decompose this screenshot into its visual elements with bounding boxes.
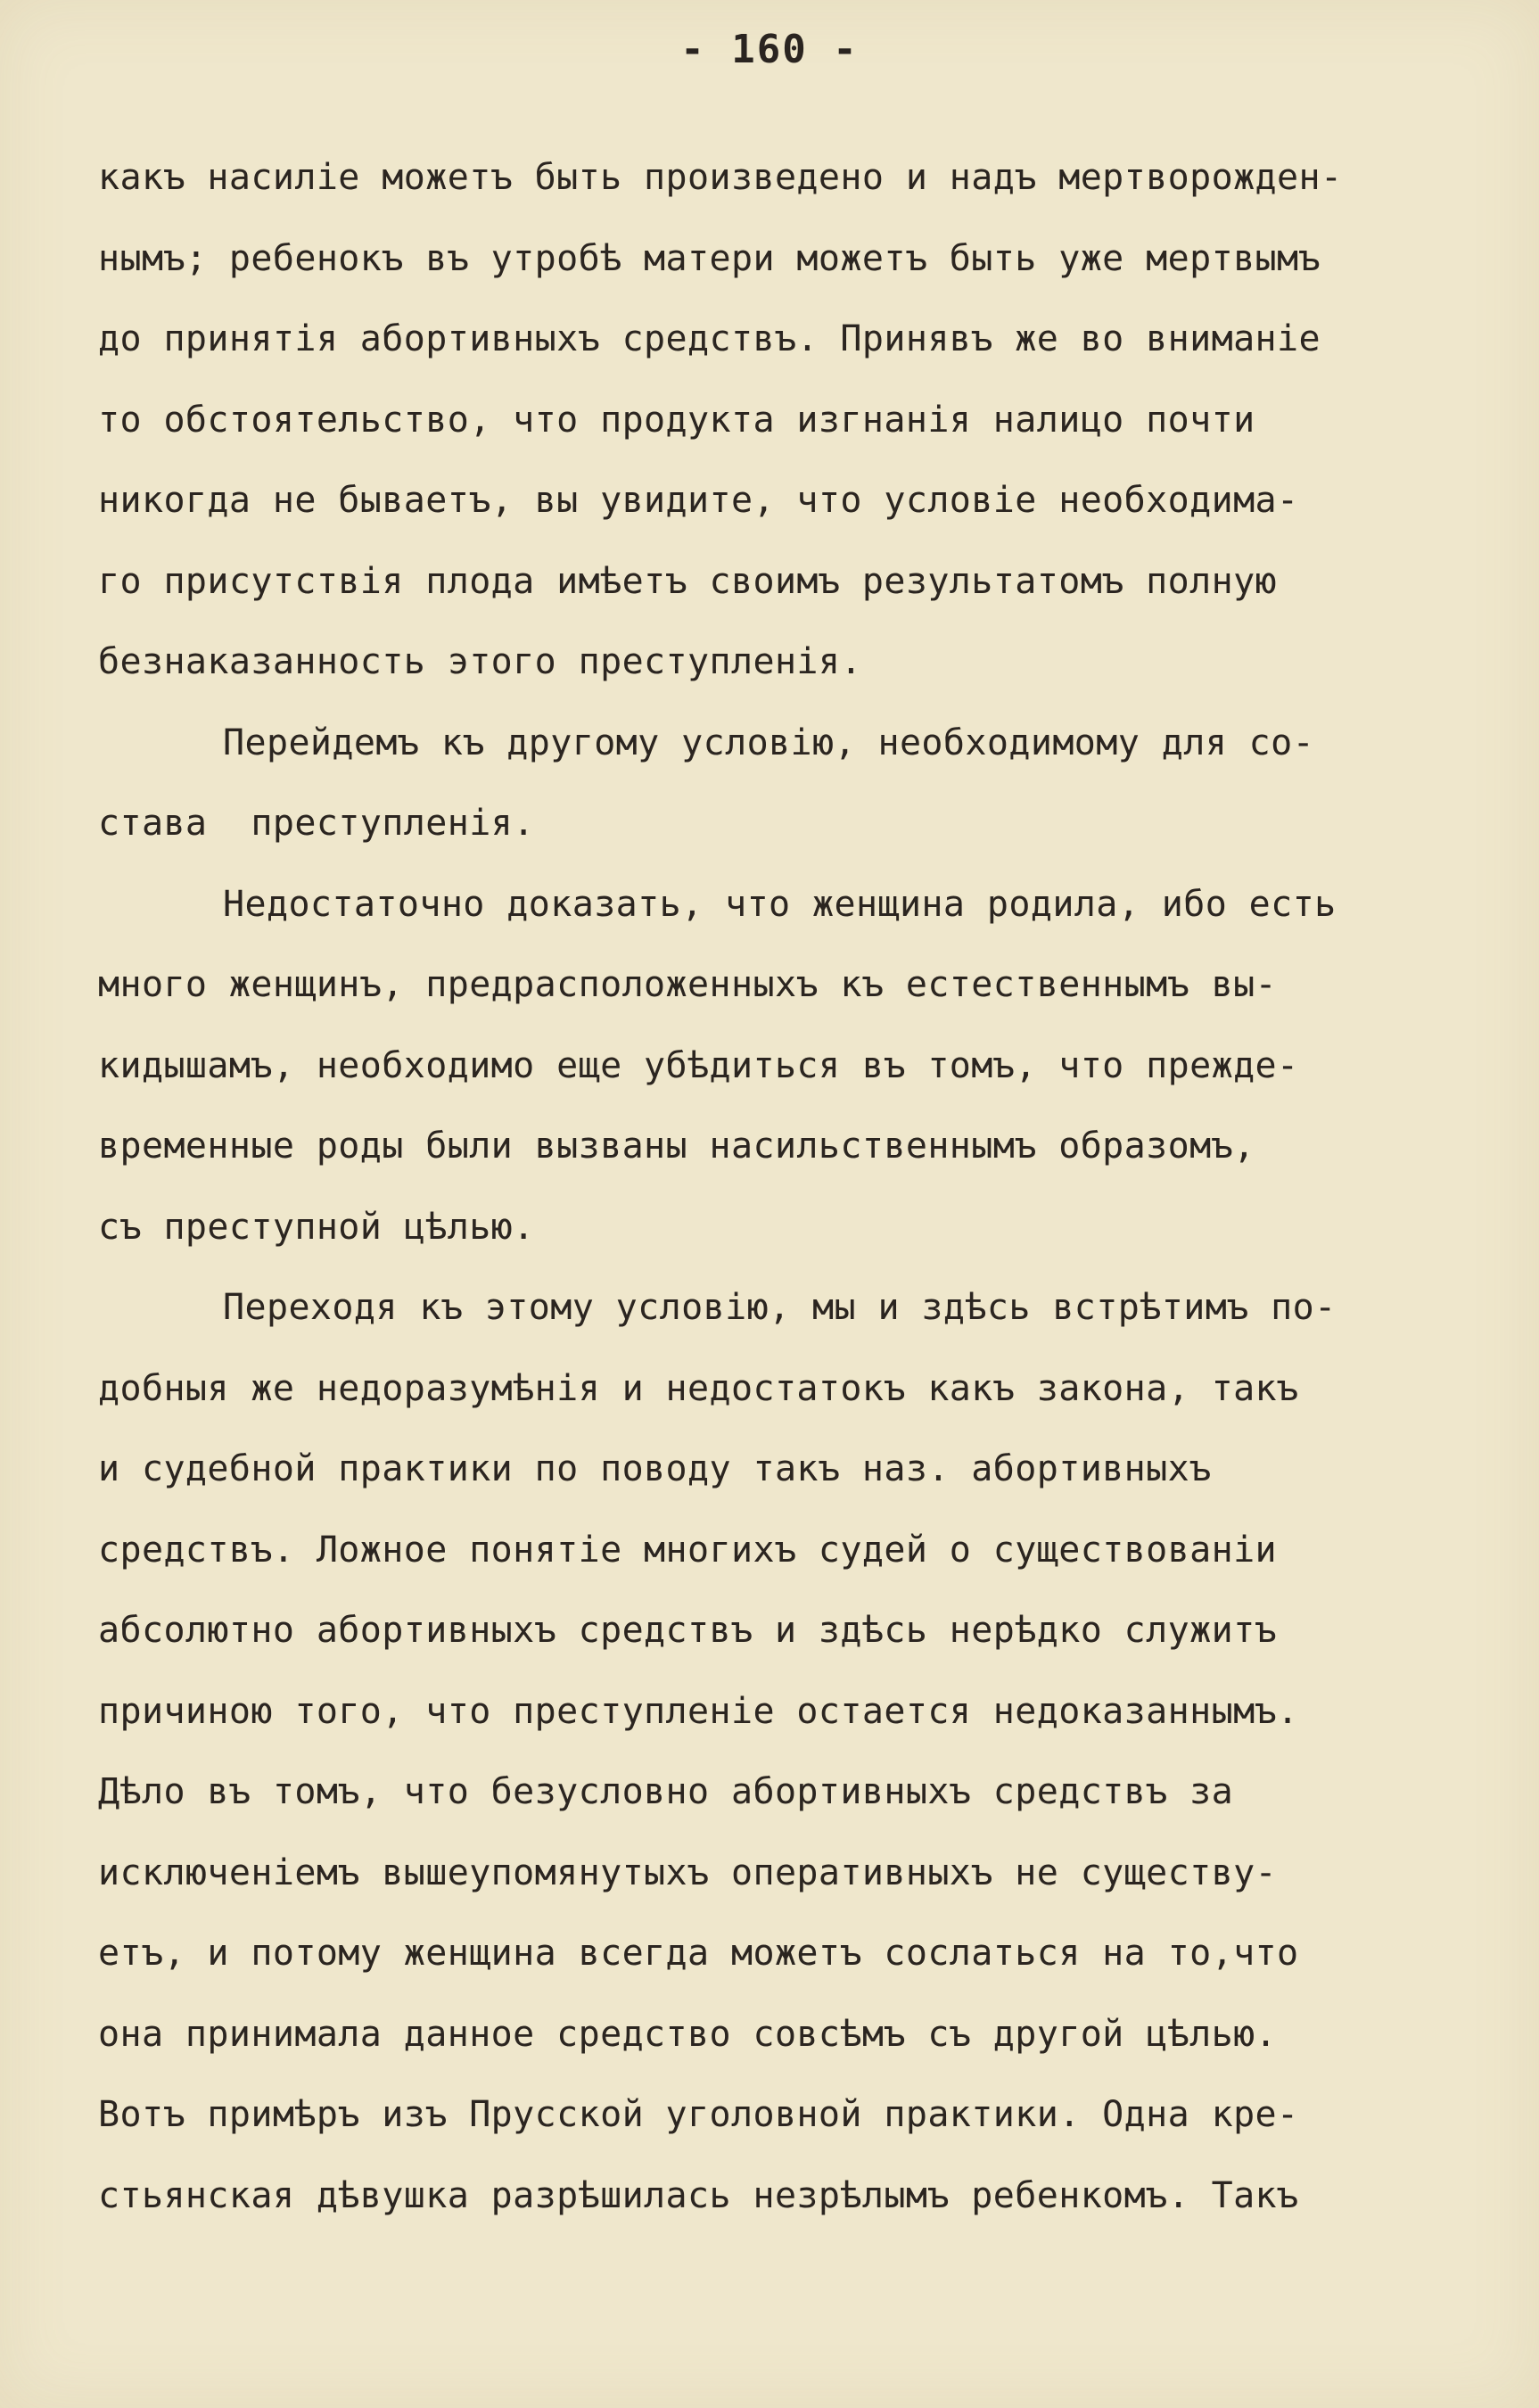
text-line: исключенiемъ вышеупомянутыхъ оперативныхъ не существу- <box>98 1851 1278 1893</box>
text-line: добныя же недоразумѣнiя и недостатокъ какъ закона, такъ <box>98 1367 1299 1409</box>
text-line: какъ насилiе можетъ быть произведено и надъ мертворожден- <box>98 157 1343 198</box>
text-line: го присутствiя плода имѣетъ своимъ результатомъ полную <box>98 560 1278 602</box>
text-line: она принимала данное средство совсѣмъ съ другой цѣлью. <box>98 2013 1278 2055</box>
text-line: Дѣло въ томъ, что безусловно абортивныхъ средствъ за <box>98 1771 1234 1812</box>
text-line: и судебной практики по поводу такъ наз. абортивныхъ <box>98 1448 1212 1489</box>
body-text <box>98 152 1489 2250</box>
page-number: - 160 - <box>680 27 859 72</box>
text-line: безнаказанность этого преступленiя. <box>98 641 862 682</box>
text-line: етъ, и потому женщина всегда можетъ сослаться на то,что <box>98 1933 1299 1974</box>
text-line: нымъ; ребенокъ въ утробѣ матери можетъ быть уже мертвымъ <box>98 237 1321 279</box>
paragraph-start-line: Переходя къ этому условiю, мы и здѣсь встрѣтимъ по- <box>223 1287 1337 1328</box>
text-line: стьянская дѣвушка разрѣшилась незрѣлымъ ребенкомъ. Такъ <box>98 2174 1299 2216</box>
text-line: никогда не бываетъ, вы увидите, что условiе необходима- <box>98 480 1299 521</box>
text-line: кидышамъ, необходимо еще убѣдиться въ томъ, что прежде- <box>98 1044 1299 1086</box>
text-line: причиною того, что преступленiе остается недоказаннымъ. <box>98 1690 1299 1732</box>
paragraph-start-line: Недостаточно доказать, что женщина родила, ибо есть <box>223 883 1337 925</box>
text-line: средствъ. Ложное понятiе многихъ судей о существованiи <box>98 1529 1278 1571</box>
paragraph-start-line: Перейдемъ къ другому условiю, необходимому для со- <box>223 722 1315 763</box>
text-line: абсолютно абортивныхъ средствъ и здѣсь нерѣдко служитъ <box>98 1610 1278 1651</box>
text-line: става преступленiя. <box>98 803 535 844</box>
text-line: съ преступной цѣлью. <box>98 1206 535 1248</box>
text-line: до принятiя абортивныхъ средствъ. Принявъ же во вниманiе <box>98 318 1321 359</box>
text-line: то обстоятельство, что продукта изгнанiя налицо почти <box>98 399 1255 441</box>
text-line: Вотъ примѣръ изъ Прусской уголовной практики. Одна кре- <box>98 2094 1299 2135</box>
text-line: много женщинъ, предрасположенныхъ къ естественнымъ вы- <box>98 964 1278 1005</box>
text-line: временные роды были вызваны насильственнымъ образомъ, <box>98 1126 1255 1167</box>
